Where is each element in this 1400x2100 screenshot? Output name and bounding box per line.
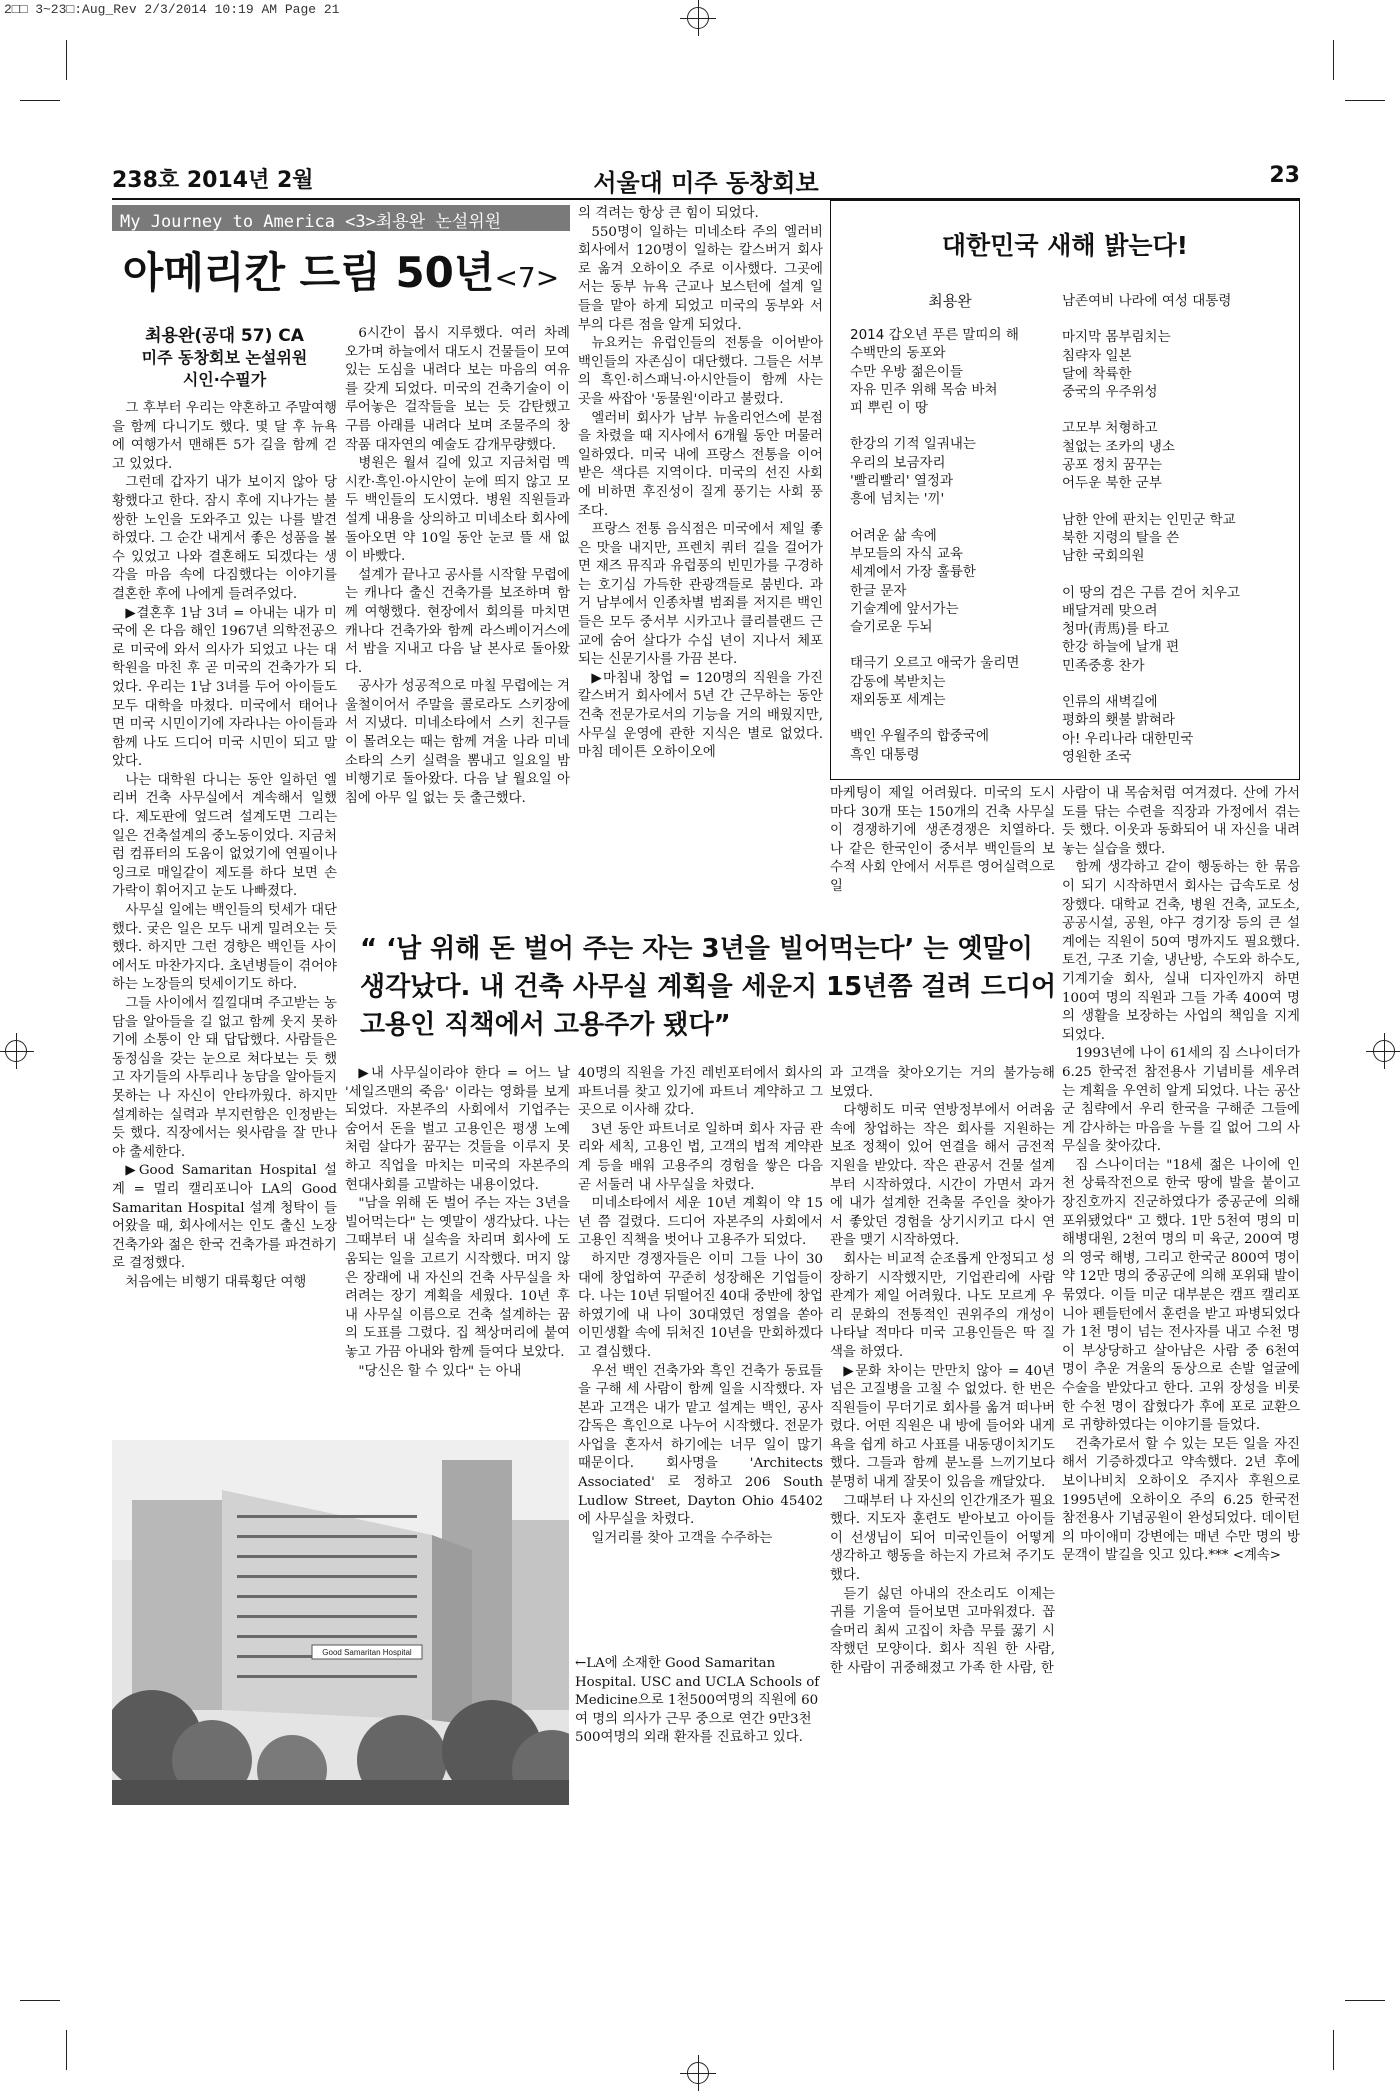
poem-line: 한강의 기적 일궈내는 <box>850 436 976 453</box>
paragraph: 엘러비 회사가 남부 뉴올리언스에 분점을 차렸을 때 지사에서 6개월 동안 머물러 일하였다. 미국 내에 프랑스 전통을 이어받은 색다른 지역이다. 미국의 선진 사회에 비하면 후진성이 질게 풍기는 사회 풍조다. <box>578 410 823 519</box>
crop-mark <box>1345 2000 1385 2001</box>
poem-line: 배달겨레 맞으려 <box>1062 602 1158 619</box>
hospital-sign: Good Samaritan Hospital <box>322 1648 412 1657</box>
paragraph: 그런데 갑자기 내가 보이지 않아 당황했다고 한다. 잠시 후에 지나가는 불쌍한 노인을 도와주고 있는 나를 발견하였다. 그 순간 내게서 좋은 성품을 볼 수 있었고 나와 결혼해도 되겠다는 생각을 마음 속에 다짐했다는 이야기를 결혼한 후에 나에게 들려주었다. <box>112 475 337 602</box>
paragraph: 설계가 끝나고 공사를 시작할 무렵에는 캐나다 출신 건축가를 보조하며 함께 여행했다. 현장에서 회의를 마치면 캐나다 건축가와 함께 라스베이거스에서 밤을 지내고 다음 날 본사로 돌아왔다. <box>345 567 570 676</box>
author-role: 미주 동창회보 논설위원 <box>141 348 308 367</box>
poem-line: '빨리빨리' 열정과 <box>850 473 954 490</box>
paragraph: 의 격려는 항상 큰 힘이 되었다. <box>578 206 759 221</box>
crop-mark <box>1333 2030 1334 2070</box>
poem-line: 청마(靑馬)를 타고 <box>1062 621 1170 638</box>
pull-quote: “ ‘남 위해 돈 벌어 주는 자는 3년을 빌어먹는다’ 는 옛말이 생각났다. 내 건축 사무실 계획을 세운지 15년쯤 걸려 드디어 고용인 직책에서 고용주가 됐다” <box>360 934 1057 1040</box>
paragraph: 사람이 내 목숨처럼 여겨졌다. 산에 가서 도를 닦는 수련을 직장과 가정에서 겪는 듯 했다. 이웃과 동화되어 내 자신을 내려놓는 실습을 했다. <box>1062 786 1300 857</box>
paragraph: 건축가로서 할 수 있는 모든 일을 자진해서 기증하겠다고 약속했다. 2년 후에 보이나비치 오하이오 주지사 후원으로 1995년에 오하이오 주의 6.25 한국전 참전용사 기념공원이 완성되었다. 데이턴의 마이애미 강변에는 매년 수만 명의 방문객이 발길을 잇고 있다.*** <계속> <box>1062 1436 1300 1564</box>
printer-slug: 2□□ 3~23□:Aug_Rev 2/3/2014 10:19 AM Page 21 <box>4 2 340 17</box>
paragraph: 짐 스나이더는 "18세 젊은 나이에 인천 상륙작전으로 한국 땅에 발을 붙이고 장진호까지 진군하였다가 중공군에 의해 포위됐었다" 고 했다. 1만 5천여 명의 미 해병대원, 2천여 명의 미 육군, 200여 명의 영국 해병, 그리고 한국군 800여 명이 약 12만 명의 중공군에 의해 포위돼 발이 묶였다. 이들 미군 대부분은 캠프 캘리포니아 펜들턴에서 훈련을 받고 파병되었다가 1천 명이 넘는 전사자를 내고 수천 명이 부상당하고 살아남은 사람 중 6천여 명이 추운 겨울의 동상으로 손발 얼굴에 수술을 받았다고 한다. 고위 장성을 비롯한 수천 명이 잡혔다가 후에 포로 교환으로 귀향하였다는 이야기를 들었다. <box>1062 1157 1300 1434</box>
paragraph: 마케팅이 제일 어려웠다. 미국의 도시마다 30개 또는 150개의 건축 사무실이 경쟁하기에 생존경쟁은 치열하다. 나 같은 한국인이 중서부 백인들의 보수적 사회 안에서 서투른 영어실력으로 일 <box>830 786 1055 894</box>
stanza-gap <box>850 509 1070 527</box>
poem-line: 흑인 대통령 <box>850 746 920 763</box>
paragraph: 나는 대학원 다니는 동안 일하던 엘리버 건축 사무실에서 계속해서 일했다. 제도판에 엎드려 설계도면 그리는 일은 건축설계의 중노동이었다. 지금처럼 컴퓨터의 도움이 없었기에 연필이나 잉크로 매일같이 제도를 하다 보면 손가락이 휘어지고 눈도 나빠졌다. <box>112 772 337 900</box>
poem-line: 한글 문자 <box>850 582 907 599</box>
paragraph: 하지만 경쟁자들은 이미 그들 나이 30대에 창업하여 꾸준히 성장해온 기업들이다. 나는 10년 뒤떨어진 40대 중반에 창업하였기에 내 나이 30대였던 정열을 쏟아 이민생활 속에 뒤처진 10년을 만회하겠다고 결심했다. <box>578 1251 823 1360</box>
running-head <box>112 163 1300 197</box>
article-column-3b <box>830 785 1055 930</box>
article-column-b3 <box>578 1065 823 1650</box>
poem-line: 아! 우리나라 대한민국 <box>1062 730 1194 747</box>
hospital-photo <box>112 1440 569 1805</box>
byline <box>112 325 337 391</box>
series-label: My Journey to America <3>최용완 논설위원 <box>112 205 570 231</box>
author-name: 최용완(공대 57) CA <box>145 326 304 346</box>
article-column-1 <box>112 400 337 1440</box>
stanza-gap <box>1062 675 1292 693</box>
stanza-gap <box>1062 310 1292 328</box>
photo-caption: ←LA에 소재한 Good Samaritan Hospital. USC and UCLA Schools of Medicine으로 1천500여명의 직원에 60여 명의 의사가 근무 중으로 연간 9만3천500여명의 외래 환자를 진료하고 있다. <box>575 1656 820 1746</box>
poem-line: 세계에서 가장 훌륭한 <box>850 564 976 581</box>
paragraph: 그 후부터 우리는 약혼하고 주말여행을 함께 다니기도 했다. 몇 달 후 뉴욕에 여행가서 맨해튼 5가 길을 함께 걷고 있었다. <box>112 401 337 472</box>
poem-line: 자유 민주 위해 목숨 바쳐 <box>850 381 998 398</box>
article-column-2 <box>345 325 570 925</box>
stanza-gap <box>850 417 1070 435</box>
poem-column-left <box>850 326 1070 764</box>
registration-mark-top <box>687 7 709 29</box>
poem-line: 감동에 복받치는 <box>850 673 946 690</box>
crop-mark <box>66 2030 67 2070</box>
paragraph: 일거리를 찾아 고객을 수주하는 <box>591 1530 773 1546</box>
paragraph: 우선 백인 건축가와 흑인 건축가 동료들을 구해 세 사람이 함께 일을 시작했다. 자본과 고객은 내가 맡고 설계는 백인, 공사 감독은 흑인으로 나누어 시작했다. 전문가 사업을 혼자서 하기에는 너무 일이 많기 때문이다. 회사명을 'Architects Associated' 로 정하고 206 South Ludlow Street, Dayton Ohio 45402에 사무실을 차렸다. <box>578 1363 823 1528</box>
poem-line: 우리의 보금자리 <box>850 454 946 471</box>
poem-line: 슬기로운 두뇌 <box>850 619 933 636</box>
crop-mark <box>1345 100 1385 101</box>
poem-line: 중국의 우주위성 <box>1062 384 1158 401</box>
article-column-4 <box>1062 785 1300 2055</box>
poem-line: 영원한 조국 <box>1062 748 1132 765</box>
issue-date: 238호 2014년 2월 <box>112 168 314 193</box>
poem-line: 민족중흥 찬가 <box>1062 657 1145 674</box>
poem-line: 남존여비 나라에 여성 대통령 <box>1062 293 1232 309</box>
hospital-photo-graphic <box>112 1440 569 1805</box>
registration-mark-right <box>1373 1040 1395 1062</box>
poem-line: 태극기 오르고 애국가 울리면 <box>850 655 1020 672</box>
poem-line: 남한 국회의원 <box>1062 548 1145 565</box>
paragraph: ▶마침내 창업 = 120명의 직원을 가진 칼스버거 회사에서 5년 간 근무하는 동안 건축 전문가로서의 기능을 거의 배웠지만, 사무실 운영에 관한 지식은 별로 없었다. 마침 데이튼 오하이오에 <box>578 670 823 761</box>
paragraph: 550명이 일하는 미네소타 주의 엘러비 회사에서 120명이 일하는 칼스버거 회사로 옮겨 오하이오 주로 이사했다. 그곳에서는 동부 뉴욕 근교나 보스턴에 설계 일들을 맡아 하게 되었고 미국의 동부와 서부의 다른 점을 알게 되었다. <box>578 224 823 333</box>
paragraph: 미네소타에서 세운 10년 계획이 약 15년 쯤 걸렸다. 드디어 자본주의 사회에서 고용인 직책을 벗어나 고용주가 되었다. <box>578 1196 823 1249</box>
poem-line: 백인 우월주의 합중국에 <box>850 728 989 745</box>
poem-line: 고모부 처형하고 <box>1062 420 1158 437</box>
poem-line: 이 땅의 검은 구름 걷어 치우고 <box>1062 584 1240 601</box>
poem-line: 남한 안에 판치는 인민군 학교 <box>1062 511 1236 528</box>
paragraph: 다행히도 미국 연방정부에서 어려움 속에 창업하는 작은 회사를 지원하는 보조 정책이 있어 연결을 해서 금전적 지원을 받았다. 작은 관공서 건물 설계부터 시작하였다. 시간이 가면서 과거에 내가 설계한 건축물 주인을 찾아가서 좋았던 경험을 상기시키고 다시 연관을 맺기 시작하였다. <box>830 1103 1055 1249</box>
poem-line: 공포 정치 꿈꾸는 <box>1062 457 1162 474</box>
article-column-b2 <box>345 1065 570 1435</box>
poem-line: 한강 하늘에 날개 편 <box>1062 639 1180 656</box>
poem-line: 기술계에 앞서가는 <box>850 600 959 617</box>
crop-mark <box>1333 40 1334 80</box>
poem-line: 2014 갑오년 푸른 말띠의 해 <box>850 327 1019 343</box>
poem-line: 마지막 몸부림치는 <box>1062 329 1171 346</box>
crop-mark <box>66 40 67 80</box>
poem-author: 최용완 <box>928 292 972 310</box>
registration-mark-bottom <box>687 2062 709 2084</box>
article-column-3 <box>578 205 823 770</box>
paragraph: 함께 생각하고 같이 행동하는 한 묶음이 되기 시작하면서 회사는 급속도로 성장했다. 대학교 건축, 병원 건축, 교도소, 공공시설, 공원, 야구 경기장 등의 큰 설계에는 직원이 50여 명까지도 필요했다. 토건, 구조 기술, 냉난방, 수도와 하수도, 기계기술 회사, 실내 디자인까지 하면 100여 명의 직원과 그들 가족 400여 명의 생활을 보장하는 사업의 책임을 지게 되었다. <box>1062 860 1300 1043</box>
poem-line: 흥에 넘치는 '끼' <box>850 491 945 508</box>
article-headline <box>112 240 570 300</box>
crop-mark <box>20 100 60 101</box>
stanza-gap <box>1062 493 1292 511</box>
poem-title: 대한민국 새해 밝는다! <box>941 231 1189 260</box>
paragraph: 뉴요커는 유럽인들의 전통을 이어받아 백인들의 자존심이 대단했다. 그들은 서부의 흑인·히스패닉·아시안들이 함께 사는 곳을 싸잡아 '동물원'이라고 불렀다. <box>578 336 823 407</box>
registration-mark-left <box>5 1040 27 1062</box>
poem-line: 재외동포 세계는 <box>850 692 946 709</box>
stanza-gap <box>1062 401 1292 419</box>
paragraph: 병원은 월셔 길에 있고 지금처럼 멕시칸·흑인·아시안이 눈에 띄지 않고 모두 백인들의 도시였다. 병원 직원들과 설계 내용을 상의하고 미네소타 회사에 돌아오면 약 10일 동안 눈코 뜰 새 없이 바빴다. <box>345 456 570 565</box>
headline-main: 아메리칸 드림 50년 <box>122 248 495 297</box>
paragraph: 6시간이 몹시 지루했다. 여러 차례 오가며 하늘에서 대도시 건물들이 모여 있는 도심을 내려다 보는 마음의 여유를 갖게 되었다. 미국의 건축기술이 이루어놓은 걸작들을 보는 듯 감탄했고 구름 아래를 내려다 보며 조물주의 창작품 대자연의 예술도 감개무량했다. <box>345 326 570 453</box>
poem-line: 어려운 삶 속에 <box>850 527 937 544</box>
poem-line: 부모들의 자식 교육 <box>850 545 963 562</box>
paragraph: 프랑스 전통 음식점은 미국에서 제일 좋은 맛을 내지만, 프렌치 쿼터 길을 걸어가면 재즈 뮤직과 유럽풍의 빈민가를 구경하는 호기심 가득한 관광객들로 붐빈다. 과거 남부에서 인종차별 범죄를 저지른 백인들은 모두 중서부 시카고나 클리블랜드 근교에 숨어 살다가 수십 년이 지나서 체포되는 신문기사를 가끔 본다. <box>578 522 823 668</box>
stanza-gap <box>850 636 1070 654</box>
poem-line: 인류의 새벽길에 <box>1062 694 1158 711</box>
paragraph: "당신은 할 수 있다" 는 아내 <box>358 1363 522 1379</box>
poem-line: 평화의 횃불 밝혀라 <box>1062 712 1175 729</box>
paragraph: 3년 동안 파트너로 일하며 회사 자금 관리와 세칙, 고용인 법, 고객의 법적 계약관계 등을 배워 고용주의 경험을 쌓은 다음 곧 서둘러 내 사무실을 차렸다. <box>578 1121 823 1193</box>
paragraph: ▶결혼후 1남 3녀 = 아내는 내가 미국에 온 다음 해인 1967년 의학전공으로 미국에 와서 의사가 되었고 나는 대학원을 마친 후 곧 미국의 건축가가 되었다. 우리는 1남 3녀를 두어 아이들도 모두 대학을 마쳤다. 미국에서 태어나면 미국 시민이기에 자라나는 아이들과 함께 나도 드디어 미국 시민이 되고 말았다. <box>112 605 337 770</box>
newspaper-name: 서울대 미주 동창회보 <box>593 169 819 197</box>
paragraph: 그들 사이에서 낄낄대며 주고받는 농담을 알아들을 길 없고 함께 웃지 못하기에 소통이 안 돼 답답했다. 사람들은 동정심을 갖는 눈으로 쳐다보는 듯 했고 자기들의 사투리나 농담을 알아들지 못하는 나 자신이 안타까웠다. 하지만 설계하는 실력과 부지런함은 인정받는 듯 했다. 직장에서는 윗사람을 잘 만나야 출세한다. <box>112 996 337 1160</box>
poem-line: 철없는 조카의 냉소 <box>1062 438 1175 455</box>
paragraph: 1993년에 나이 61세의 짐 스나이더가 6.25 한국전 참전용사 기념비를 세우려는 계획을 우연히 알게 되었다. 나는 공산군 침략에서 우리 한국을 구해준 그들에게 감사하는 마음을 누를 길 없어 그의 사무실을 찾아갔다. <box>1062 1046 1300 1155</box>
article-column-b4 <box>830 1065 1055 2055</box>
stanza-gap <box>850 709 1070 727</box>
crop-mark <box>20 2000 60 2001</box>
paragraph: 회사는 비교적 순조롭게 안정되고 성장하기 시작했지만, 기업관리에 사람 관계가 제일 어려웠다. 나도 모르게 우리 문화의 전통적인 권위주의 개성이 나타날 적마다 미국 고용인들은 딱 질색을 하였다. <box>830 1251 1055 1360</box>
stanza-gap <box>1062 566 1292 584</box>
paragraph: 사무실 일에는 백인들의 텃세가 대단했다. 궂은 일은 모두 내게 밀려오는 듯 했다. 하지만 그런 경향은 백인들 사이에서도 마찬가지다. 초년병들이 겪어야 하는 노장들의 텃세이기도 하다. <box>112 903 337 993</box>
poem-line: 북한 지령의 탈을 쓴 <box>1062 529 1180 546</box>
paragraph: ▶내 사무실이라야 한다 = 어느 날 '세일즈맨의 죽음' 이라는 영화를 보게 되었다. 자본주의 사회에서 기업주는 숨어서 돈을 벌고 고용인은 평생 노예처럼 살다가 꿈꾸는 것들을 이루지 못하고 직업을 마치는 미국의 자본주의 현대사회를 고발하는 내용이었다. <box>345 1066 570 1193</box>
paragraph: "남을 위해 돈 벌어 주는 자는 3년을 빌어먹는다" 는 옛말이 생각났다. 나는 그때부터 내 실속을 차리며 회사에 도움되는 일을 고르기 시작했다. 머지 않은 장래에 내 자신의 건축 사무실을 차려려는 장기 계획을 세웠다. 10년 후 내 사무실 이름으로 건축 설계하는 꿈의 도표를 그렸다. 집 책상머리에 붙여놓고 가끔 아내와 함께 들여다 보았다. <box>345 1196 570 1360</box>
paragraph: ▶문화 차이는 만만치 않아 = 40년 넘은 고질병을 고칠 수 없었다. 한 번은 직원들이 무더기로 회사를 옮겨 떠나버렸다. 어떤 직원은 내 방에 들어와 내게 욕을 쉽게 하고 사표를 내동댕이치기도 했다. 그들과 함께 분노를 느끼기보다 분명히 내게 잘못이 있음을 깨달았다. <box>830 1363 1055 1491</box>
poem-line: 침략자 일본 <box>1062 347 1132 364</box>
paragraph: 공사가 성공적으로 마칠 무렵에는 겨울철이어서 주말을 콜로라도 스키장에서 지냈다. 미네소타에서 스키 친구들이 몰려오는 때는 함께 겨울 나라 미네소타의 스키 실력을 뽐내고 일요일 밤 비행기로 돌아왔다. 다음 날 월요일 아침에 아무 일 없는 듯 출근했다. <box>345 679 570 806</box>
poem-line: 달에 착륙한 <box>1062 365 1132 382</box>
poem-line: 어두운 북한 군부 <box>1062 475 1162 492</box>
author-extra: 시인·수필가 <box>182 370 267 389</box>
paragraph: 처음에는 비행기 대륙횡단 여행 <box>125 1274 307 1290</box>
paragraph: 그때부터 나 자신의 인간개조가 필요했다. 지도자 훈련도 받아보고 아이들이 선생님이 되어 미국인들이 어떻게 생각하고 행동을 하는지 가르쳐 주기도 했다. <box>830 1493 1055 1584</box>
paragraph: 과 고객을 찾아오기는 거의 불가능해 보였다. <box>830 1066 1055 1100</box>
poem-line: 피 뿌린 이 땅 <box>850 400 929 417</box>
poem-column-right <box>1062 292 1292 766</box>
poem-line: 수만 우방 젊은이들 <box>850 363 963 380</box>
paragraph: ▶Good Samaritan Hospital 설계 = 멀리 캘리포니아 LA의 Good Samaritan Hospital 설계 청탁이 들어왔을 때, 회사에서는 인도 출신 노장 건축가와 젊은 한국 건축가를 파견하기로 결정했다. <box>112 1163 337 1272</box>
page-number: 23 <box>1269 163 1300 188</box>
paragraph: 듣기 싫던 아내의 잔소리도 이제는 귀를 기울여 들어보면 고마워졌다. 꼽슬머리 최씨 고집이 차츰 무릎 꿇기 시작했던 모양이다. 회사 직원 한 사람, 한 사람이 귀중해졌고 가족 한 사람, 한 <box>830 1586 1055 1676</box>
poem-line: 수백만의 동포와 <box>850 345 946 362</box>
headline-part: <7> <box>494 261 560 294</box>
paragraph: 40명의 직원을 가진 레빈포터에서 회사의 파트너를 찾고 있기에 파트너 계약하고 그곳으로 이사해 갔다. <box>578 1066 823 1119</box>
